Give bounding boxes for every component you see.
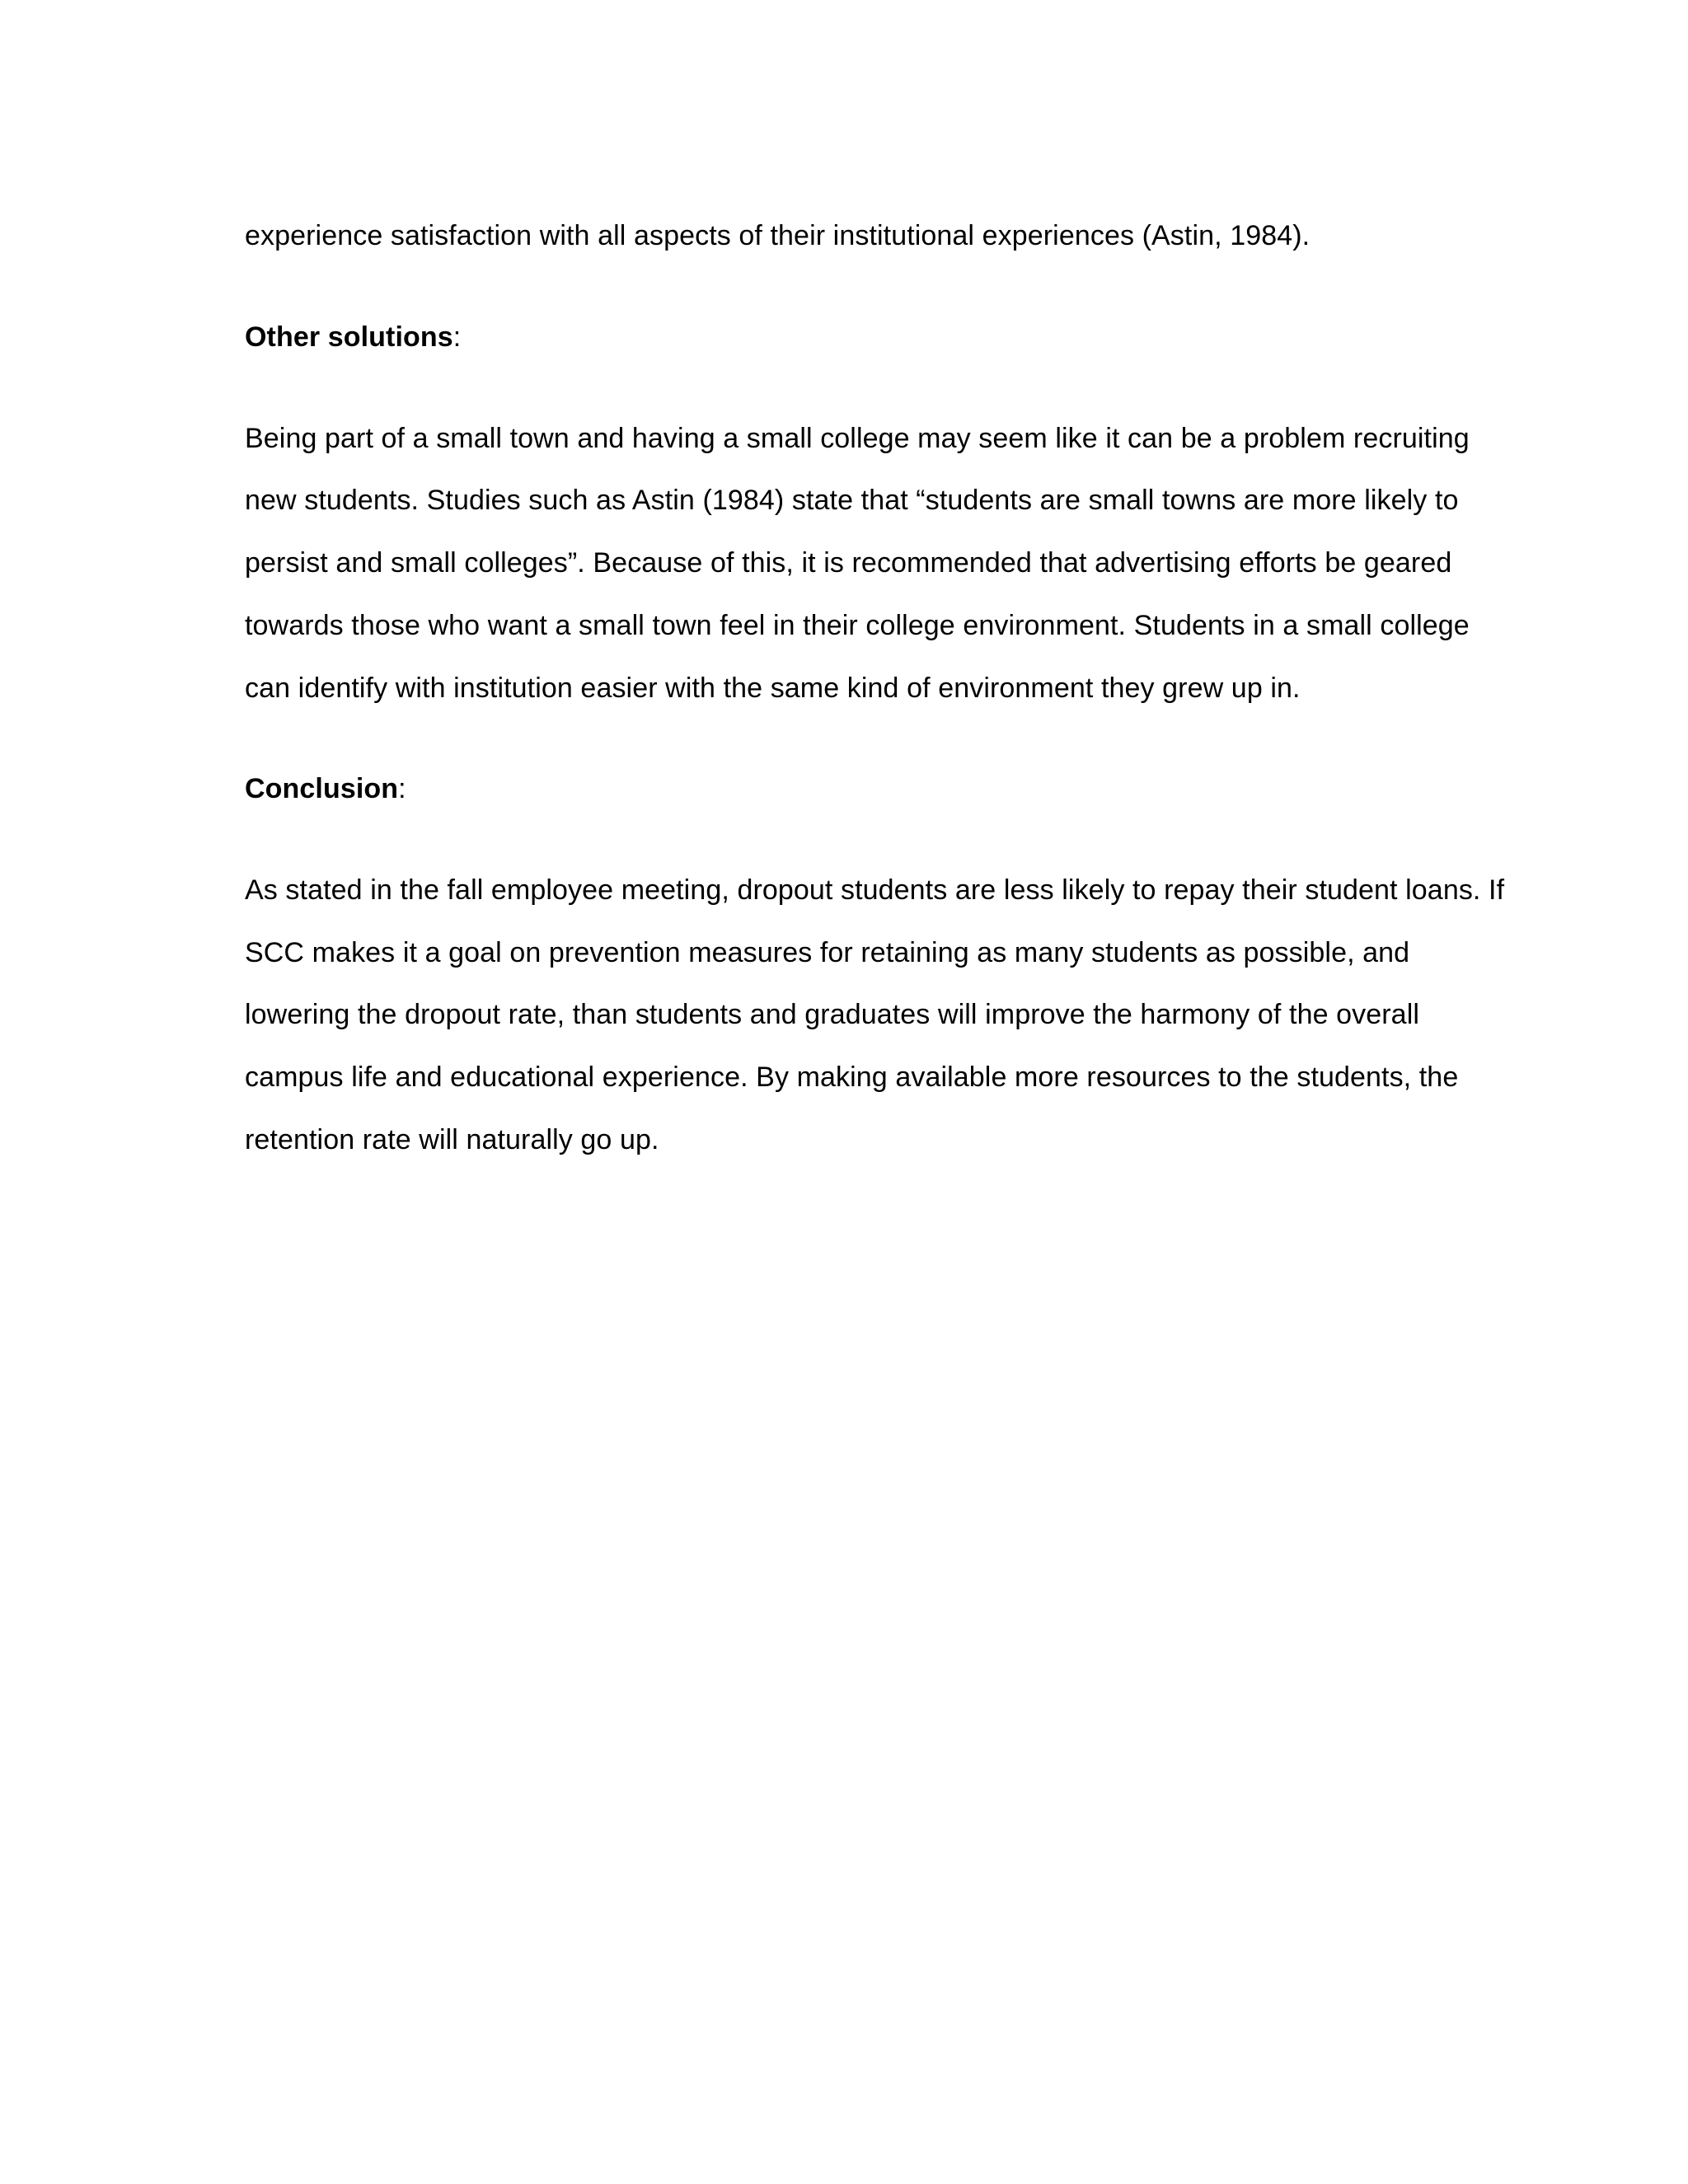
conclusion-heading-suffix: :: [398, 773, 406, 804]
conclusion-line-3: lowering the dropout rate, than students and graduates will improve the harmony of the overall: [245, 999, 1419, 1030]
conclusion-line-2: SCC makes it a goal on prevention measures for retaining as many students as possible, and: [245, 937, 1410, 968]
other-solutions-heading-text: Other solutions: [245, 321, 453, 353]
conclusion-heading: [245, 772, 406, 805]
intro-line: experience satisfaction with all aspects of their institutional experiences (Astin, 1984).: [245, 220, 1311, 251]
other-solutions-line-4: towards those who want a small town feel in their college environment. Students in a small college: [245, 610, 1470, 641]
conclusion-heading-text: Conclusion: [245, 773, 399, 804]
other-solutions-heading-suffix: :: [452, 321, 462, 353]
conclusion-line-4: campus life and educational experience. By making available more resources to the students, the: [245, 1062, 1459, 1093]
conclusion-line-1: As stated in the fall employee meeting, dropout students are less likely to repay their student loans. If: [245, 874, 1505, 906]
conclusion-line-5: retention rate will naturally go up.: [245, 1124, 659, 1155]
other-solutions-line-5: can identify with institution easier with the same kind of environment they grew up in.: [245, 673, 1301, 704]
other-solutions-heading: [245, 321, 461, 354]
other-solutions-line-3: persist and small colleges”. Because of this, it is recommended that advertising efforts be geared: [245, 547, 1452, 579]
other-solutions-line-2: new students. Studies such as Astin (1984) state that “students are small towns are more likely to: [245, 485, 1459, 516]
other-solutions-line-1: Being part of a small town and having a small college may seem like it can be a problem recruiting: [245, 423, 1470, 454]
